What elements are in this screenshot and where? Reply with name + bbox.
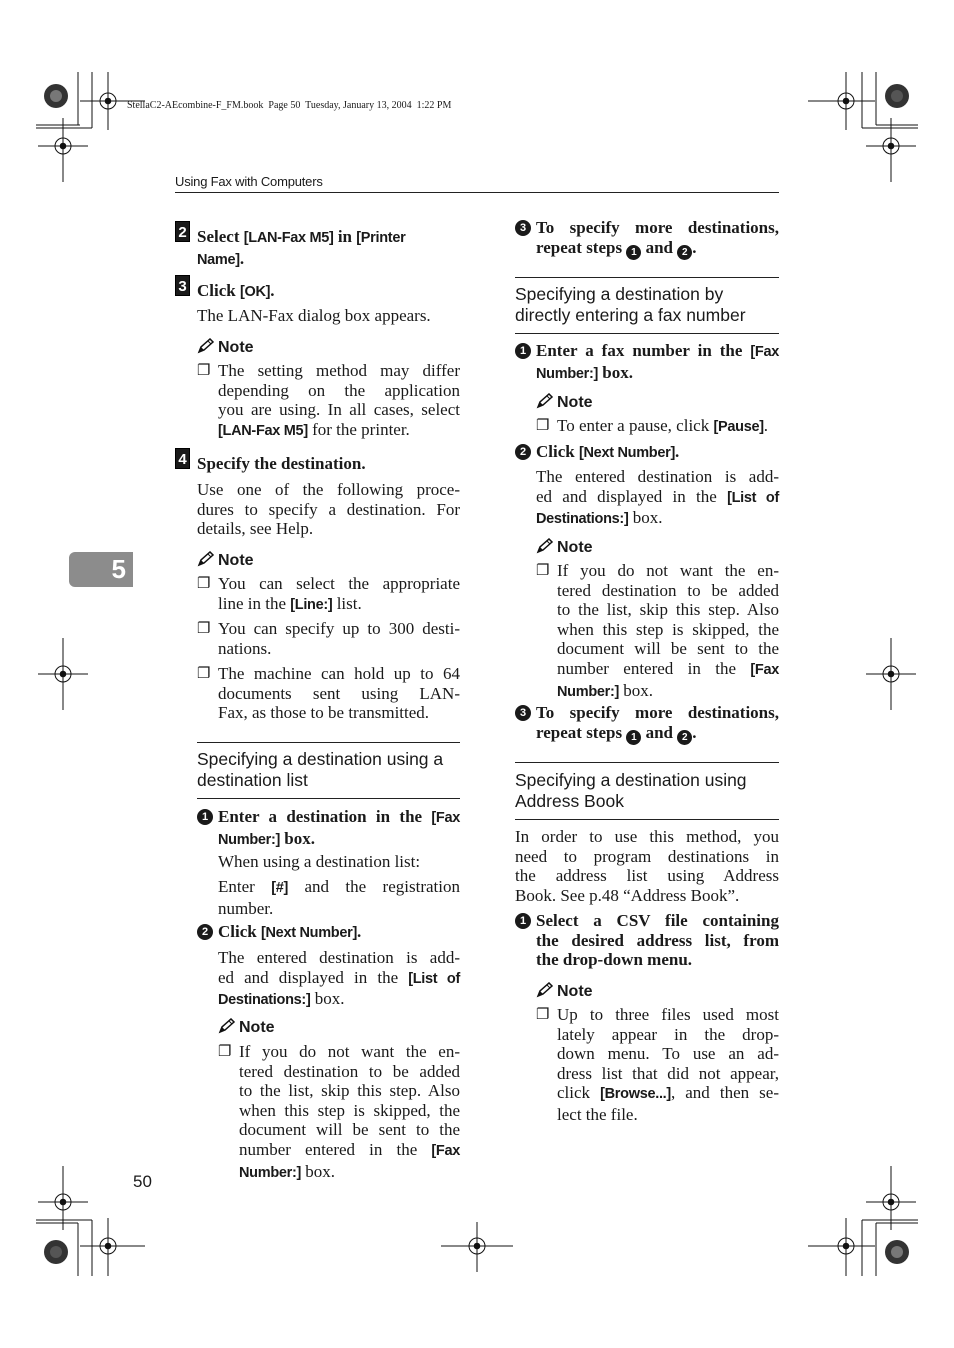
note5-l2: tered destination to be added [557, 580, 779, 600]
note3-l6-pre: number entered in the [239, 1139, 432, 1159]
note6-l3: down menu. To use an ad- [557, 1044, 779, 1064]
section-rule-top [197, 742, 460, 743]
line-key: [Line:] [290, 596, 333, 613]
right-substep-3 [515, 218, 779, 260]
sec1-s2-end: . [357, 922, 362, 941]
step-number-3: 3 [175, 275, 190, 296]
number-key: Number:] [239, 1164, 302, 1181]
note-label: Note [557, 539, 593, 556]
sec1-body-pre: ed and displayed in the [218, 967, 409, 987]
section3-rule-bottom [515, 819, 779, 820]
section-heading-destination-list [197, 749, 460, 791]
note2-i3-line2: documents sent using LAN- [218, 683, 460, 703]
step4-line2: dures to specify a destination. For [197, 499, 460, 519]
pencil-icon [536, 982, 554, 998]
right-sec3-substep-1 [515, 911, 779, 970]
pencil-icon [197, 551, 215, 567]
note6-l5-end: , and then se- [670, 1083, 779, 1103]
rs3-end: . [692, 237, 697, 257]
note1-line1: The setting method may differ [218, 361, 460, 380]
note-heading-1 [197, 338, 254, 357]
sec1-body [218, 948, 460, 1011]
checkbox-bullet-icon: ❐ [197, 666, 211, 682]
note3-l3: to the list, skip this step. Also [239, 1081, 460, 1101]
sec1-s1-pre: Enter a destination in the [218, 807, 432, 826]
step-4-title [197, 454, 462, 474]
sec2-s3-line1: To specify more destinations, [536, 703, 779, 722]
browse-key: [Browse...] [600, 1086, 671, 1103]
section-heading-direct-entry [515, 284, 779, 326]
note5-l4: when this step is skipped, the [557, 619, 779, 639]
checkbox-bullet-icon: ❐ [536, 1007, 550, 1023]
note-5-item [536, 561, 779, 702]
sec3-s1-l3: the drop-down menu. [536, 950, 693, 970]
circled-number-1: 1 [515, 343, 531, 359]
note1-line4: for the printer. [307, 419, 410, 439]
note-3-item [218, 1042, 460, 1183]
section2-rule-bottom [515, 333, 779, 334]
sec3-s1-l1: Select a CSV file containing [536, 911, 779, 930]
note-2-item-2 [197, 619, 460, 658]
circled-number-2: 2 [197, 924, 213, 940]
checkbox-bullet-icon: ❐ [536, 418, 550, 434]
checkbox-bullet-icon: ❐ [218, 1044, 232, 1060]
step-3-text [197, 281, 462, 303]
sec2-body-line1: The entered destination is add- [536, 467, 779, 486]
printer-name-key: Name] [197, 251, 240, 268]
destinations-key: Destinations:] [218, 992, 311, 1009]
number-key: Number:] [536, 365, 599, 382]
section3-rule-top [515, 762, 779, 763]
sec3-b3: the address list using Address [515, 866, 779, 886]
sec2-body-pre: ed and displayed in the [536, 486, 728, 506]
sec1-body-end: box. [310, 989, 345, 1009]
sec2-s3-line2: repeat steps [536, 722, 627, 742]
book-info: StellaC2-AEcombine-F_FM.book Page 50 Tuesday, January 13, 2004 1:22 PM [127, 100, 452, 111]
note2-i3-line1: The machine can hold up to 64 [218, 664, 460, 683]
circled-number-1: 1 [515, 913, 531, 929]
step-number-4: 4 [175, 448, 190, 469]
note3-l5: document will be sent to the [239, 1120, 460, 1140]
when-using-list: When using a destination list: [218, 852, 421, 871]
note-label: Note [557, 394, 593, 411]
circled-number-3: 3 [515, 705, 531, 721]
note-heading-6 [536, 982, 593, 1001]
section-heading-address-book [515, 770, 779, 812]
page-number: 50 [133, 1172, 152, 1191]
circled-number-3: 3 [515, 220, 531, 236]
note6-l6: lect the file. [557, 1104, 638, 1124]
sec2-s2-pre: Click [536, 442, 579, 461]
note-6-item [536, 1005, 779, 1125]
step-number-2: 2 [175, 221, 190, 242]
step-3-body [197, 306, 462, 326]
note5-l6-pre: number entered in the [557, 658, 751, 678]
note5-l1: If you do not want the en- [557, 561, 779, 580]
note-1-item [197, 361, 460, 441]
number-key: Number:] [218, 831, 281, 848]
rs3-line1: To specify more destinations, [536, 218, 779, 237]
note5-l7-end: box. [619, 680, 654, 700]
circled-ref-2: 2 [677, 730, 692, 745]
sec2-s1-end: box. [598, 362, 634, 382]
step2-pre: Select [197, 227, 244, 246]
next-number-key: [Next Number] [578, 445, 675, 461]
section-rule-bottom [197, 798, 460, 799]
note2-i1-line1: You can select the appropriate [218, 574, 460, 593]
checkbox-bullet-icon: ❐ [536, 563, 550, 579]
note2-i1-pre: line in the [218, 593, 291, 613]
list-of-key: [List of [727, 489, 779, 506]
circled-number-2: 2 [515, 444, 531, 460]
section2-rule-top [515, 277, 779, 278]
note3-l2: tered destination to be added [239, 1061, 460, 1081]
note-4-item [536, 416, 779, 438]
note-heading-4 [536, 393, 593, 412]
step4-title-text: Specify the destination. [197, 454, 366, 473]
hash-key: [#] [271, 880, 289, 896]
step2-end: . [239, 248, 245, 268]
running-title: Using Fax with Computers [175, 174, 323, 189]
rs3-and: and [641, 237, 678, 257]
note1-key: [LAN-Fax M5] [218, 422, 308, 439]
note2-i3-line3: Fax, as those to be transmitted. [218, 703, 430, 723]
note-2-item-3 [197, 664, 460, 723]
pencil-icon [536, 393, 554, 409]
step3-pre: Click [197, 281, 240, 300]
chapter-tab [69, 552, 133, 587]
chapter-number: 5 [111, 554, 126, 584]
right-sec2-substep-1 [515, 341, 779, 384]
sec3-b2: need to program destinations in [515, 846, 779, 866]
note6-l4: dress list that did not appear, [557, 1063, 779, 1083]
sec2-s2-end: . [675, 442, 680, 461]
section1-title1: Specifying a destination using a [197, 749, 444, 769]
sec1-s1-end: box. [280, 828, 316, 848]
note4-end: . [763, 416, 768, 435]
substep-1 [197, 807, 460, 850]
note1-line3: you are using. In all cases, select [218, 400, 460, 420]
sec3-intro [515, 827, 779, 905]
step4-line3: details, see Help. [197, 519, 314, 539]
fax-key: [Fax [750, 661, 779, 678]
sec3-b4: Book. See p.48 “Address Book”. [515, 885, 740, 905]
right-sec2-substep-3 [515, 703, 779, 745]
note2-i1-end: list. [332, 593, 362, 613]
step-4-body [197, 480, 460, 539]
step4-line1: Use one of the following proce- [197, 480, 460, 499]
printer-key: [Printer [356, 230, 406, 246]
sec1-s2-pre: Click [218, 922, 261, 941]
note-heading-5 [536, 538, 593, 557]
note-label: Note [557, 983, 593, 1000]
note2-i2-line2: nations. [218, 638, 272, 658]
note3-l4: when this step is skipped, the [239, 1100, 460, 1120]
fax-key: [Fax [431, 1142, 460, 1159]
sec2-body-end: box. [628, 508, 663, 528]
destinations-key: Destinations:] [536, 511, 629, 528]
ok-key: [OK] [239, 284, 271, 300]
note5-l3: to the list, skip this step. Also [557, 600, 779, 620]
header-rule [175, 192, 779, 193]
note-label: Note [218, 339, 254, 356]
circled-ref-2: 2 [677, 245, 692, 260]
note-label: Note [218, 552, 254, 569]
note-2-item-1 [197, 574, 460, 615]
enter-end: and the registration [288, 877, 460, 896]
step3-end: . [270, 281, 275, 300]
pencil-icon [218, 1018, 236, 1034]
enter-hash [218, 877, 460, 918]
fax-key: [Fax [431, 810, 460, 826]
sec3-s1-l2: the desired address list, from [536, 930, 779, 950]
lanfax-key: [LAN-Fax M5] [243, 230, 334, 246]
circled-number-1: 1 [197, 809, 213, 825]
pencil-icon [536, 538, 554, 554]
pencil-icon [197, 338, 215, 354]
substep-2 [197, 922, 460, 944]
circled-ref-1: 1 [626, 730, 641, 745]
note2-i2-line1: You can specify up to 300 desti- [218, 619, 460, 638]
note3-l7-end: box. [301, 1161, 336, 1181]
enter-pre: Enter [218, 877, 272, 896]
step-2-text [197, 227, 462, 270]
checkbox-bullet-icon: ❐ [197, 363, 211, 379]
note6-l1: Up to three files used most [557, 1005, 779, 1024]
note6-l5-pre: click [557, 1083, 601, 1103]
sec2-body [536, 467, 779, 530]
note1-line2: depending on the application [218, 380, 460, 400]
note4-pre: To enter a pause, click [557, 416, 714, 435]
sec3-b1: In order to use this method, you [515, 827, 779, 846]
rs3-line2: repeat steps [536, 237, 627, 257]
note-heading-2 [197, 551, 254, 570]
circled-ref-1: 1 [626, 245, 641, 260]
step2-mid: in [333, 227, 357, 246]
note6-l2: lately appear in the drop- [557, 1024, 779, 1044]
checkbox-bullet-icon: ❐ [197, 576, 211, 592]
section2-title1: Specifying a destination by [515, 284, 724, 304]
section3-title2: Address Book [515, 791, 624, 811]
enter-line2: number. [218, 898, 274, 918]
step3-body-text: The LAN-Fax dialog box appears. [197, 306, 431, 325]
sec2-s3-end: . [692, 722, 697, 742]
note-heading-3 [218, 1018, 275, 1037]
note-label: Note [239, 1019, 275, 1036]
note5-l5: document will be sent to the [557, 639, 779, 659]
sec1-body-line1: The entered destination is add- [218, 948, 460, 967]
right-sec2-substep-2 [515, 442, 779, 464]
note3-l1: If you do not want the en- [239, 1042, 460, 1061]
next-number-key: [Next Number] [260, 925, 357, 941]
section2-title2: directly entering a fax number [515, 305, 746, 325]
sec2-s1-pre: Enter a fax number in the [536, 341, 751, 360]
section1-title2: destination list [197, 770, 308, 790]
sec2-s3-and: and [641, 722, 678, 742]
list-of-key: [List of [408, 970, 460, 987]
pause-key: [Pause] [713, 419, 764, 435]
fax-key: [Fax [750, 344, 779, 360]
number-key: Number:] [557, 683, 620, 700]
checkbox-bullet-icon: ❐ [197, 621, 211, 637]
section3-title1: Specifying a destination using [515, 770, 747, 790]
